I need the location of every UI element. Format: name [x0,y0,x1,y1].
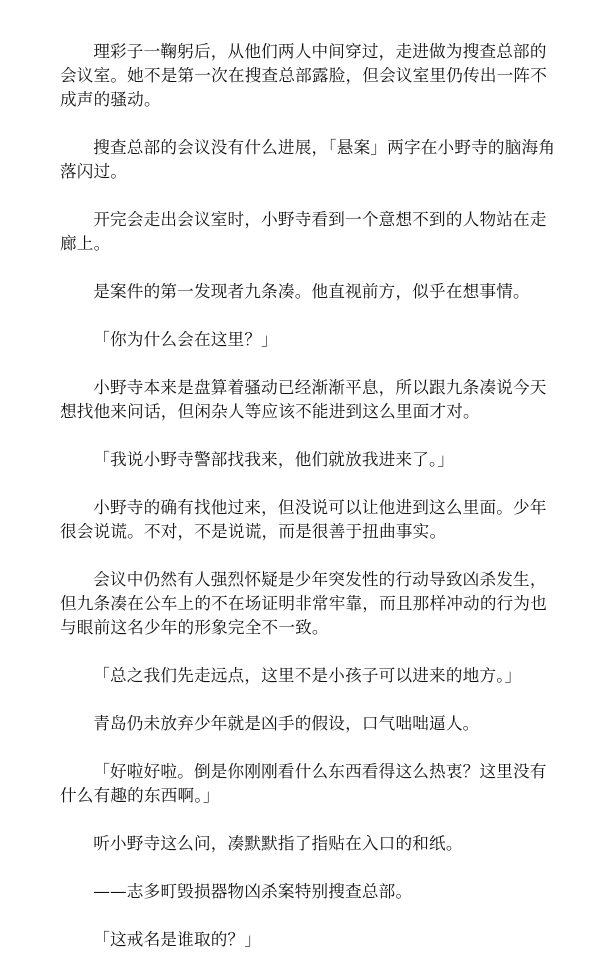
paragraph-15: 「这戒名是谁取的？」 [93,930,262,949]
paragraph-9: 会议中仍然有人强烈怀疑是少年突发性的行动导致凶杀发生，但九条凑在公车上的不在场证明非常牢靠，而且那样冲动的行为也与眼前这名少年的形象完全不一致。 [60,570,548,637]
paragraph-4: 是案件的第一发现者九条凑。他直视前方，似乎在想事情。 [93,282,530,301]
paragraph-12: 「好啦好啦。倒是你刚刚看什么东西看得这么热衷？这里没有什么有趣的东西啊。」 [60,762,547,805]
paragraph-13: 听小野寺这么问，凑默默指了指贴在入口的和纸。 [93,834,463,853]
paragraph-5: 「你为什么会在这里？」 [93,330,278,349]
paragraph-1: 理彩子一鞠躬后，从他们两人中间穿过，走进做为搜查总部的会议室。她不是第一次在搜查总部露脸，但会议室里仍传出一阵不成声的骚动。 [60,42,548,109]
paragraph-10: 「总之我们先走远点，这里不是小孩子可以进来的地方。」 [93,666,522,685]
paragraph-6: 小野寺本来是盘算着骚动已经渐渐平息，所以跟九条凑说今天想找他来问话，但闲杂人等应该不能进到这么里面才对。 [60,378,547,421]
paragraph-11: 青岛仍未放弃少年就是凶手的假设，口气咄咄逼人。 [93,714,480,733]
paragraph-3: 开完会走出会议室时，小野寺看到一个意想不到的人物站在走廊上。 [60,210,547,253]
paragraph-7: 「我说小野寺警部找我来，他们就放我进来了。」 [93,450,455,469]
paragraph-8: 小野寺的确有找他过来，但没说可以让他进到这么里面。少年很会说谎。不对，不是说谎，而是很善于扭曲事实。 [60,498,547,541]
paragraph-14: ——志多町毁损器物凶杀案特别搜查总部。 [93,882,413,901]
document-page [60,40,556,976]
paragraph-2: 搜查总部的会议没有什么进展，「悬案」两字在小野寺的脑海角落闪过。 [60,138,556,181]
